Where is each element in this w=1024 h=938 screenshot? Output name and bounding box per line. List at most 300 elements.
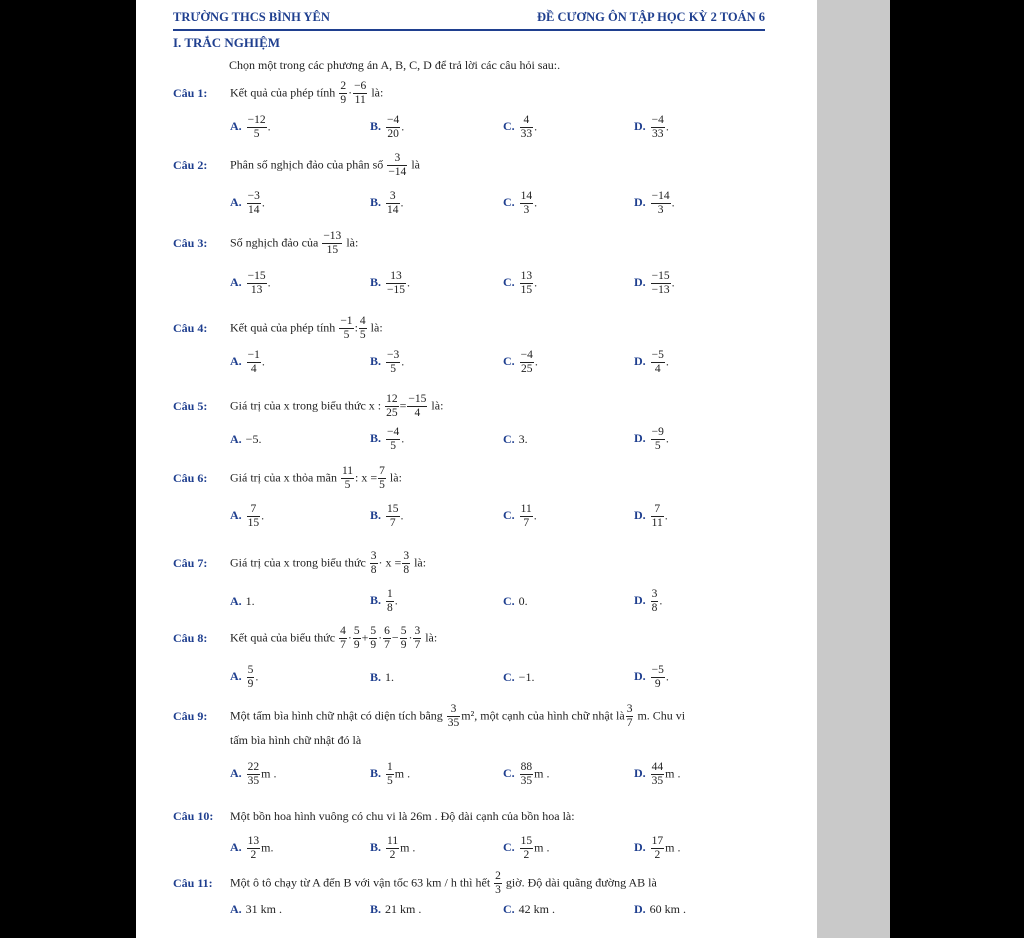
denominator: 5 (359, 329, 366, 341)
option-letter: C. (503, 670, 515, 684)
option-letter: A. (230, 766, 242, 781)
question-text-end: m. Chu vi (637, 708, 686, 723)
denominator: 11 (651, 517, 663, 529)
question-3 (173, 230, 773, 300)
numerator: 13 (247, 835, 260, 847)
option-a[interactable] (230, 432, 261, 447)
option-suffix: . (394, 593, 398, 608)
numerator: −6 (354, 80, 367, 92)
option-b[interactable] (370, 902, 421, 917)
question-text-end: là: (346, 235, 359, 250)
numerator: −5 (651, 664, 664, 676)
option-a[interactable] (230, 503, 264, 530)
option-value: −1. (518, 670, 535, 684)
option-letter: D. (634, 508, 646, 523)
question-text (230, 703, 685, 730)
question-text-end: là: (431, 398, 444, 413)
option-suffix: . (267, 275, 271, 290)
option-d[interactable] (634, 114, 669, 141)
numerator: 5 (353, 625, 360, 637)
option-b[interactable] (370, 503, 404, 530)
fraction (339, 80, 347, 107)
option-letter: D. (634, 195, 646, 210)
option-suffix: . (261, 195, 265, 210)
option-suffix: m . (665, 766, 681, 781)
option-fraction (386, 835, 399, 862)
numerator: 3 (626, 703, 633, 715)
fraction (378, 465, 386, 492)
question-6 (173, 465, 773, 533)
option-suffix: . (665, 119, 669, 134)
option-suffix: . (400, 508, 404, 523)
denominator: 25 (386, 407, 398, 419)
fraction (447, 703, 461, 730)
denominator: 7 (626, 717, 633, 729)
denominator: 5 (390, 363, 397, 375)
fraction (353, 80, 367, 107)
option-c[interactable] (503, 432, 528, 447)
option-a[interactable] (230, 190, 265, 217)
fraction (402, 550, 410, 577)
option-fraction (386, 761, 394, 788)
fraction (400, 625, 408, 652)
option-suffix: . (261, 508, 265, 523)
fraction (370, 550, 378, 577)
numerator: 7 (247, 503, 261, 517)
numerator: −14 (651, 190, 670, 202)
denominator: 33 (520, 128, 533, 140)
question-8 (173, 625, 773, 694)
option-suffix: m . (261, 766, 277, 781)
option-d[interactable] (634, 902, 686, 917)
operator: − (391, 630, 399, 645)
denominator: 7 (384, 639, 390, 651)
question-10 (173, 803, 773, 865)
numerator: −1 (340, 315, 353, 327)
denominator: 8 (651, 602, 658, 614)
option-letter: C. (503, 432, 515, 446)
option-fraction (386, 270, 406, 297)
option-letter: A. (230, 432, 242, 446)
question-text (230, 393, 443, 420)
option-fraction (651, 835, 665, 862)
option-letter: D. (634, 354, 646, 369)
question-label: Câu 9: (173, 709, 208, 723)
option-c[interactable] (503, 902, 555, 917)
fraction (339, 625, 347, 652)
option-d[interactable] (634, 349, 669, 376)
operator: · (347, 630, 352, 645)
numerator: 15 (387, 503, 399, 515)
fraction (494, 870, 502, 897)
option-suffix: . (665, 431, 669, 446)
question-text-end: giờ. Độ dài quãng đường AB là (505, 875, 657, 890)
denominator: 7 (523, 517, 530, 529)
option-suffix: . (533, 508, 537, 523)
option-d[interactable] (634, 588, 662, 615)
numerator: −15 (408, 393, 427, 405)
question-text (230, 870, 657, 897)
option-letter: A. (230, 902, 242, 916)
operator: · x = (378, 555, 402, 570)
option-letter: D. (634, 902, 646, 916)
question-text-start: Kết quả của phép tính (230, 320, 336, 335)
question-text-continued: tấm bìa hình chữ nhật đó là (230, 733, 362, 747)
question-label: Câu 10: (173, 809, 214, 823)
option-letter: B. (370, 431, 382, 446)
option-d[interactable] (634, 664, 669, 691)
denominator: 5 (343, 329, 350, 341)
option-b[interactable] (370, 349, 404, 376)
option-letter: C. (503, 275, 515, 290)
option-letter: B. (370, 766, 382, 781)
option-fraction (651, 664, 665, 691)
question-7 (173, 550, 773, 618)
option-suffix: . (665, 354, 669, 369)
instruction-text: Chọn một trong các phương án A, B, C, D để trả lời các câu hỏi sau:. (229, 58, 561, 72)
option-suffix: . (665, 669, 669, 684)
option-letter: B. (370, 902, 382, 916)
option-c[interactable] (503, 594, 528, 609)
option-fraction (520, 190, 534, 217)
option-a[interactable] (230, 761, 277, 788)
numerator: 6 (384, 625, 390, 637)
option-a[interactable] (230, 664, 258, 691)
operator: : (354, 320, 358, 335)
option-suffix: m . (400, 840, 416, 855)
question-text (230, 809, 575, 824)
numerator: −3 (247, 190, 260, 202)
option-fraction (651, 588, 659, 615)
denominator: 33 (652, 128, 664, 140)
option-fraction (651, 761, 665, 788)
question-text (230, 230, 358, 257)
question-label: Câu 5: (173, 399, 208, 413)
numerator: −1 (247, 349, 260, 361)
numerator: 2 (495, 870, 501, 882)
option-b[interactable] (370, 270, 410, 297)
denominator: 5 (253, 128, 260, 140)
option-suffix: . (255, 669, 259, 684)
option-d[interactable] (634, 426, 669, 453)
denominator: 5 (344, 479, 351, 491)
option-suffix: . (659, 593, 663, 608)
option-fraction (520, 761, 534, 788)
question-text-end: là (411, 157, 420, 172)
fraction (353, 625, 361, 652)
option-letter: B. (370, 354, 382, 369)
operator: = (399, 398, 407, 413)
denominator: 8 (370, 564, 377, 576)
option-letter: B. (370, 593, 382, 608)
denominator: 2 (389, 849, 396, 861)
denominator: 4 (414, 407, 421, 419)
numerator: 7 (379, 465, 385, 477)
denominator: 5 (387, 775, 393, 787)
option-fraction (247, 664, 255, 691)
option-fraction (247, 349, 261, 376)
option-suffix: m . (394, 766, 411, 781)
fraction (322, 230, 342, 257)
option-fraction (651, 114, 665, 141)
option-fraction (386, 426, 400, 453)
denominator: 9 (340, 94, 347, 106)
question-text-start: Kết quả của phép tính (230, 85, 336, 100)
option-fraction (386, 349, 400, 376)
denominator: 13 (250, 284, 263, 296)
denominator: 5 (390, 440, 397, 452)
option-a[interactable] (230, 270, 271, 297)
option-letter: D. (634, 275, 646, 290)
option-fraction (386, 114, 400, 141)
question-label: Câu 8: (173, 631, 208, 645)
question-label: Câu 4: (173, 321, 208, 335)
option-suffix: . (671, 195, 675, 210)
denominator: −13 (651, 284, 670, 296)
question-text (230, 465, 402, 492)
option-letter: A. (230, 840, 242, 855)
question-2 (173, 152, 773, 220)
option-a[interactable] (230, 902, 282, 917)
question-text-end: là: (389, 470, 402, 485)
denominator: 2 (523, 849, 530, 861)
denominator: −14 (388, 166, 407, 178)
option-fraction (651, 503, 664, 530)
fraction (369, 625, 377, 652)
numerator: 5 (247, 664, 254, 676)
denominator: 9 (353, 639, 360, 651)
fraction (339, 315, 353, 342)
question-label: Câu 6: (173, 471, 208, 485)
question-text (230, 152, 420, 179)
fraction (407, 393, 427, 420)
operator: + (361, 630, 369, 645)
option-letter: A. (230, 508, 242, 523)
question-11 (173, 870, 773, 926)
option-suffix: m . (534, 766, 550, 781)
question-label: Câu 1: (173, 86, 208, 100)
option-suffix: . (407, 275, 411, 290)
option-a[interactable] (230, 835, 274, 862)
section-heading: I. TRẮC NGHIỆM (173, 35, 281, 50)
option-letter: A. (230, 195, 242, 210)
option-suffix: m. (261, 840, 274, 855)
numerator: 44 (651, 761, 664, 773)
question-text-start: Giá trị của x trong biểu thức x : (230, 398, 382, 413)
option-c[interactable] (503, 190, 537, 217)
numerator: 4 (520, 114, 534, 128)
numerator: 1 (387, 761, 393, 773)
numerator: 2 (340, 80, 347, 92)
option-c[interactable] (503, 114, 537, 141)
option-d[interactable] (634, 503, 668, 530)
denominator: 9 (400, 639, 407, 651)
option-c[interactable] (503, 761, 550, 788)
option-suffix: . (534, 354, 538, 369)
option-d[interactable] (634, 761, 681, 788)
option-b[interactable] (370, 588, 398, 615)
question-9 (173, 703, 773, 791)
numerator: 3 (651, 588, 658, 600)
operator: · (408, 630, 413, 645)
denominator: 14 (387, 204, 399, 216)
option-d[interactable] (634, 835, 681, 862)
question-label: Câu 7: (173, 556, 208, 570)
option-value: 31 km . (245, 902, 283, 916)
numerator: 12 (386, 393, 398, 405)
option-fraction (386, 503, 400, 530)
option-fraction (386, 588, 394, 615)
option-suffix: m . (534, 840, 550, 855)
denominator: 9 (247, 678, 254, 690)
numerator: 14 (520, 190, 533, 202)
numerator: 13 (386, 270, 406, 284)
option-letter: C. (503, 508, 515, 523)
denominator: 5 (379, 479, 385, 491)
denominator: 35 (247, 775, 260, 787)
option-letter: C. (503, 766, 515, 781)
option-a[interactable] (230, 594, 255, 609)
fraction (359, 315, 367, 342)
question-text-start: Giá trị của x thỏa mãn (230, 470, 337, 485)
option-fraction (520, 114, 534, 141)
option-suffix: m . (665, 840, 681, 855)
option-fraction (520, 503, 533, 530)
fraction (341, 465, 354, 492)
denominator: 3 (523, 204, 530, 216)
operator: · (348, 85, 353, 100)
numerator: −3 (387, 349, 400, 361)
denominator: 3 (657, 204, 664, 216)
option-c[interactable] (503, 503, 537, 530)
numerator: 4 (340, 625, 346, 637)
fraction (413, 625, 421, 652)
option-letter: C. (503, 195, 515, 210)
option-value: −5. (245, 432, 262, 446)
option-value: 3. (518, 432, 528, 446)
denominator: 35 (520, 775, 533, 787)
option-fraction (651, 349, 665, 376)
option-value: 60 km . (649, 902, 687, 916)
numerator: 22 (247, 761, 260, 773)
option-letter: B. (370, 840, 382, 855)
option-c[interactable] (503, 835, 550, 862)
document-title: ĐỀ CƯƠNG ÔN TẬP HỌC KỲ 2 TOÁN 6 (536, 10, 765, 24)
denominator: 14 (248, 204, 260, 216)
option-suffix: . (267, 119, 271, 134)
denominator: 4 (250, 363, 257, 375)
option-b[interactable] (370, 426, 404, 453)
numerator: −13 (323, 230, 342, 242)
option-letter: A. (230, 594, 242, 608)
option-letter: B. (370, 508, 382, 523)
option-b[interactable] (370, 114, 404, 141)
option-d[interactable] (634, 270, 675, 297)
option-letter: A. (230, 669, 242, 684)
option-letter: C. (503, 354, 515, 369)
option-c[interactable] (503, 270, 537, 297)
numerator: 11 (341, 465, 354, 477)
numerator: 1 (387, 588, 393, 600)
denominator: 2 (250, 849, 257, 861)
question-text (230, 550, 426, 577)
question-text (230, 80, 383, 107)
question-text-start: Một tấm bìa hình chữ nhật có diện tích bằng (230, 708, 443, 723)
operator: : x = (355, 470, 378, 485)
document-page (136, 0, 817, 938)
option-letter: B. (370, 275, 382, 290)
denominator: 9 (654, 678, 661, 690)
option-letter: C. (503, 119, 515, 134)
option-fraction (247, 835, 261, 862)
denominator: −15 (387, 284, 406, 296)
denominator: 15 (520, 284, 533, 296)
option-b[interactable] (370, 670, 394, 685)
option-d[interactable] (634, 190, 675, 217)
option-letter: D. (634, 669, 646, 684)
denominator: 25 (521, 363, 533, 375)
denominator: 35 (651, 775, 664, 787)
option-b[interactable] (370, 190, 404, 217)
numerator: 3 (414, 625, 421, 637)
question-text-start: Kết quả của biểu thức (230, 630, 336, 645)
option-letter: A. (230, 275, 242, 290)
denominator: 7 (414, 639, 421, 651)
question-text (230, 625, 437, 652)
denominator: 5 (654, 440, 661, 452)
question-text (230, 315, 383, 342)
option-suffix: . (671, 275, 675, 290)
option-fraction (247, 761, 261, 788)
option-fraction (651, 426, 665, 453)
question-text-start: Số nghịch đảo của (230, 235, 319, 250)
question-text-start: Phân số nghịch đảo của phân số (230, 157, 384, 172)
question-1 (173, 80, 773, 144)
option-b[interactable] (370, 761, 410, 788)
option-c[interactable] (503, 670, 534, 685)
option-suffix: . (401, 354, 405, 369)
question-text-start: Một ô tô chạy từ A đến B với vận tốc 63 km / h thì hết (230, 875, 491, 890)
option-fraction (520, 270, 534, 297)
numerator: 3 (447, 703, 461, 717)
question-text-end: là: (425, 630, 438, 645)
numerator: −15 (651, 270, 670, 282)
option-suffix: . (664, 508, 668, 523)
numerator: 88 (520, 761, 533, 773)
denominator: 11 (354, 94, 366, 106)
question-text-end: là: (370, 320, 383, 335)
option-fraction (247, 270, 267, 297)
option-value: 42 km . (518, 902, 556, 916)
question-4 (173, 315, 773, 379)
numerator: 5 (370, 625, 377, 637)
document-header (173, 7, 765, 31)
option-value: 0. (518, 594, 528, 608)
fraction (387, 152, 407, 179)
option-b[interactable] (370, 835, 415, 862)
option-a[interactable] (230, 349, 265, 376)
option-letter: C. (503, 840, 515, 855)
option-c[interactable] (503, 349, 538, 376)
option-fraction (651, 190, 671, 217)
numerator: −15 (247, 270, 266, 282)
question-text-line2 (230, 733, 361, 748)
numerator: 5 (400, 625, 407, 637)
option-suffix: . (534, 119, 538, 134)
numerator: −5 (651, 349, 664, 361)
option-a[interactable] (230, 114, 271, 141)
numerator: −4 (387, 114, 400, 126)
